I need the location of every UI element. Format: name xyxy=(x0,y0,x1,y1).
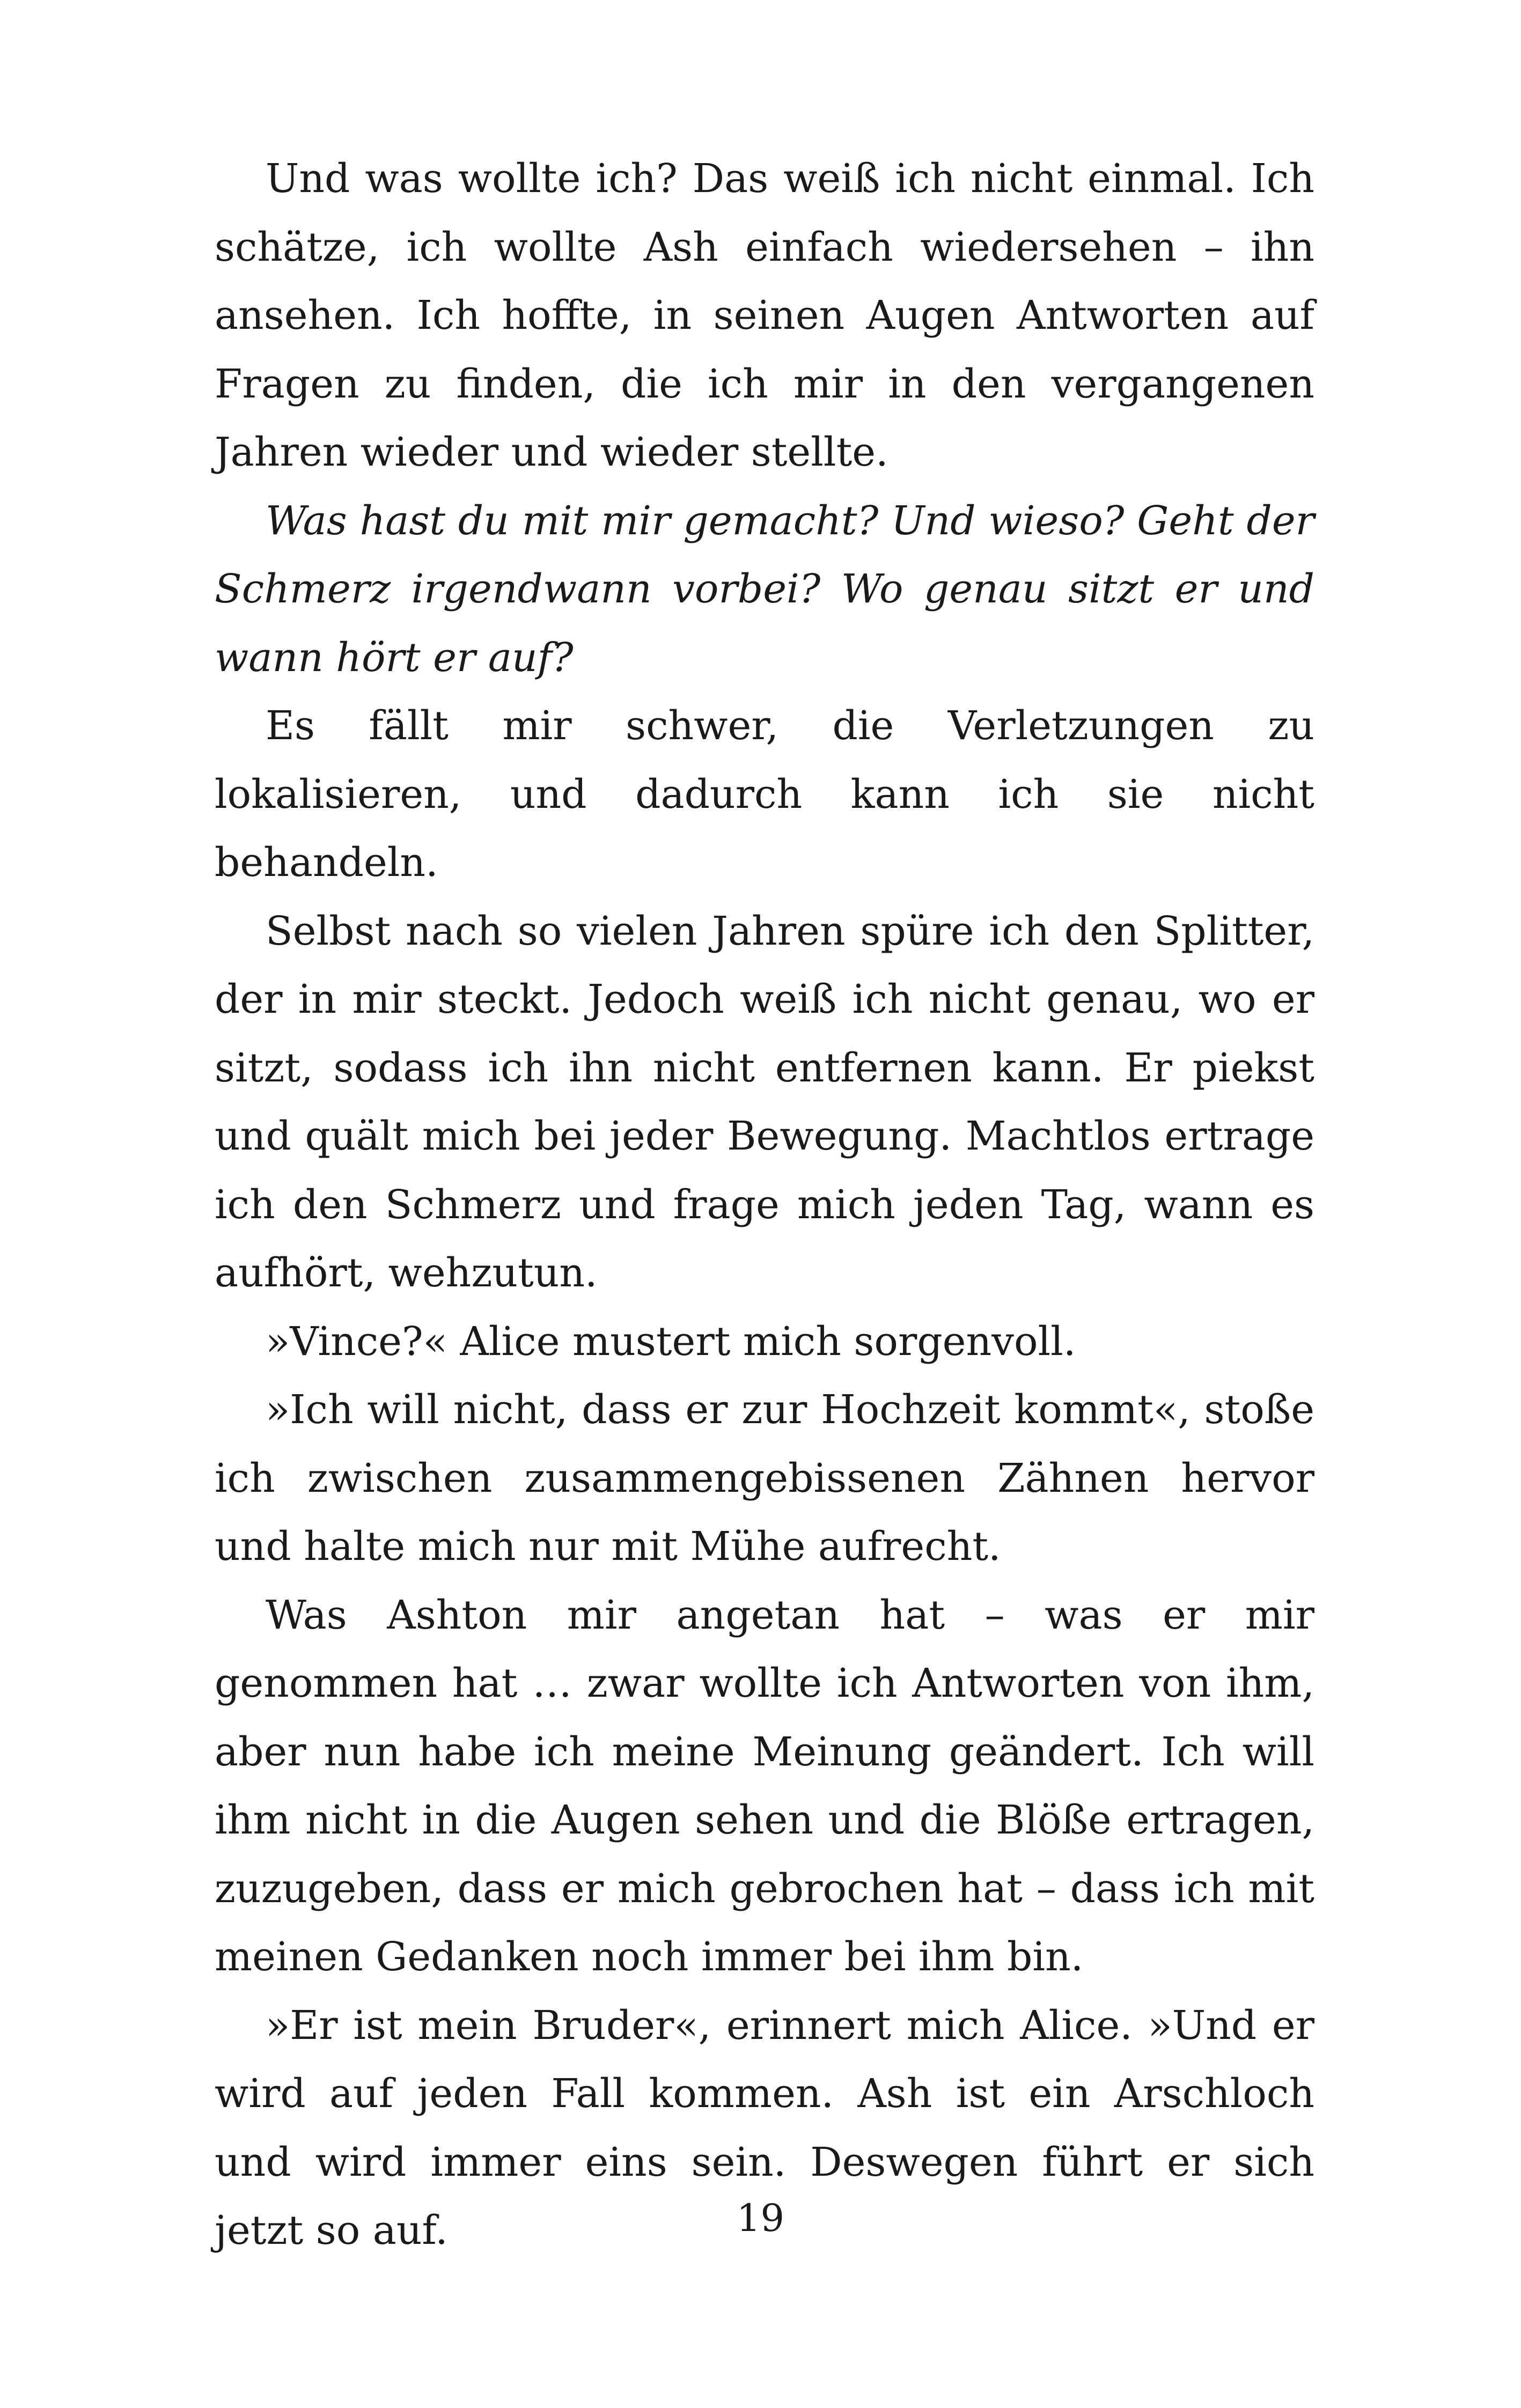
body-text xyxy=(215,145,1314,2265)
paragraph: »Er ist mein Bruder«, erinnert mich Alice. »Und er wird auf jeden Fall kommen. Ash ist ein Arschloch und wird immer eins sein. Deswegen führt er sich jetzt so auf. xyxy=(215,2002,1314,2254)
paragraph: Es fällt mir schwer, die Verletzungen zu lokalisieren, und dadurch kann ich sie nicht behandeln. xyxy=(215,703,1314,886)
paragraph: »Vince?« Alice mustert mich sorgenvoll. xyxy=(266,1318,1076,1365)
paragraph: Selbst nach so vielen Jahren spüre ich den Splitter, der in mir steckt. Jedoch weiß ich nicht genau, wo er sitzt, sodass ich ihn nicht entfernen kann. Er piekst und quält mich bei jeder Bewegung. Machtlos ertrage ich den Schmerz und frage mich jeden Tag, wann es aufhört, wehzutun. xyxy=(215,908,1314,1296)
paragraph: »Ich will nicht, dass er zur Hochzeit kommt«, stoße ich zwischen zusammengebissenen Zähnen hervor und halte mich nur mit Mühe aufrecht. xyxy=(215,1387,1314,1570)
italic-paragraph: Was hast du mit mir gemacht? Und wieso? Geht der Schmerz irgendwann vorbei? Wo genau sitzt er und wann hört er auf? xyxy=(215,497,1314,681)
paragraph: Was Ashton mir angetan hat – was er mir genommen hat … zwar wollte ich Antworten von ihm, aber nun habe ich meine Meinung geändert. Ich will ihm nicht in die Augen sehen und die Blöße ertragen, zuzugeben, dass er mich gebrochen hat – dass ich mit meinen Gedanken noch immer bei ihm bin. xyxy=(215,1592,1314,1980)
paragraph: Und was wollte ich? Das weiß ich nicht einmal. Ich schätze, ich wollte Ash einfach wiedersehen – ihn ansehen. Ich hoffte, in seinen Augen Antworten auf Fragen zu finden, die ich mir in den vergangenen Jahren wieder und wieder stellte. xyxy=(215,156,1314,475)
page-number: 19 xyxy=(736,2196,785,2240)
